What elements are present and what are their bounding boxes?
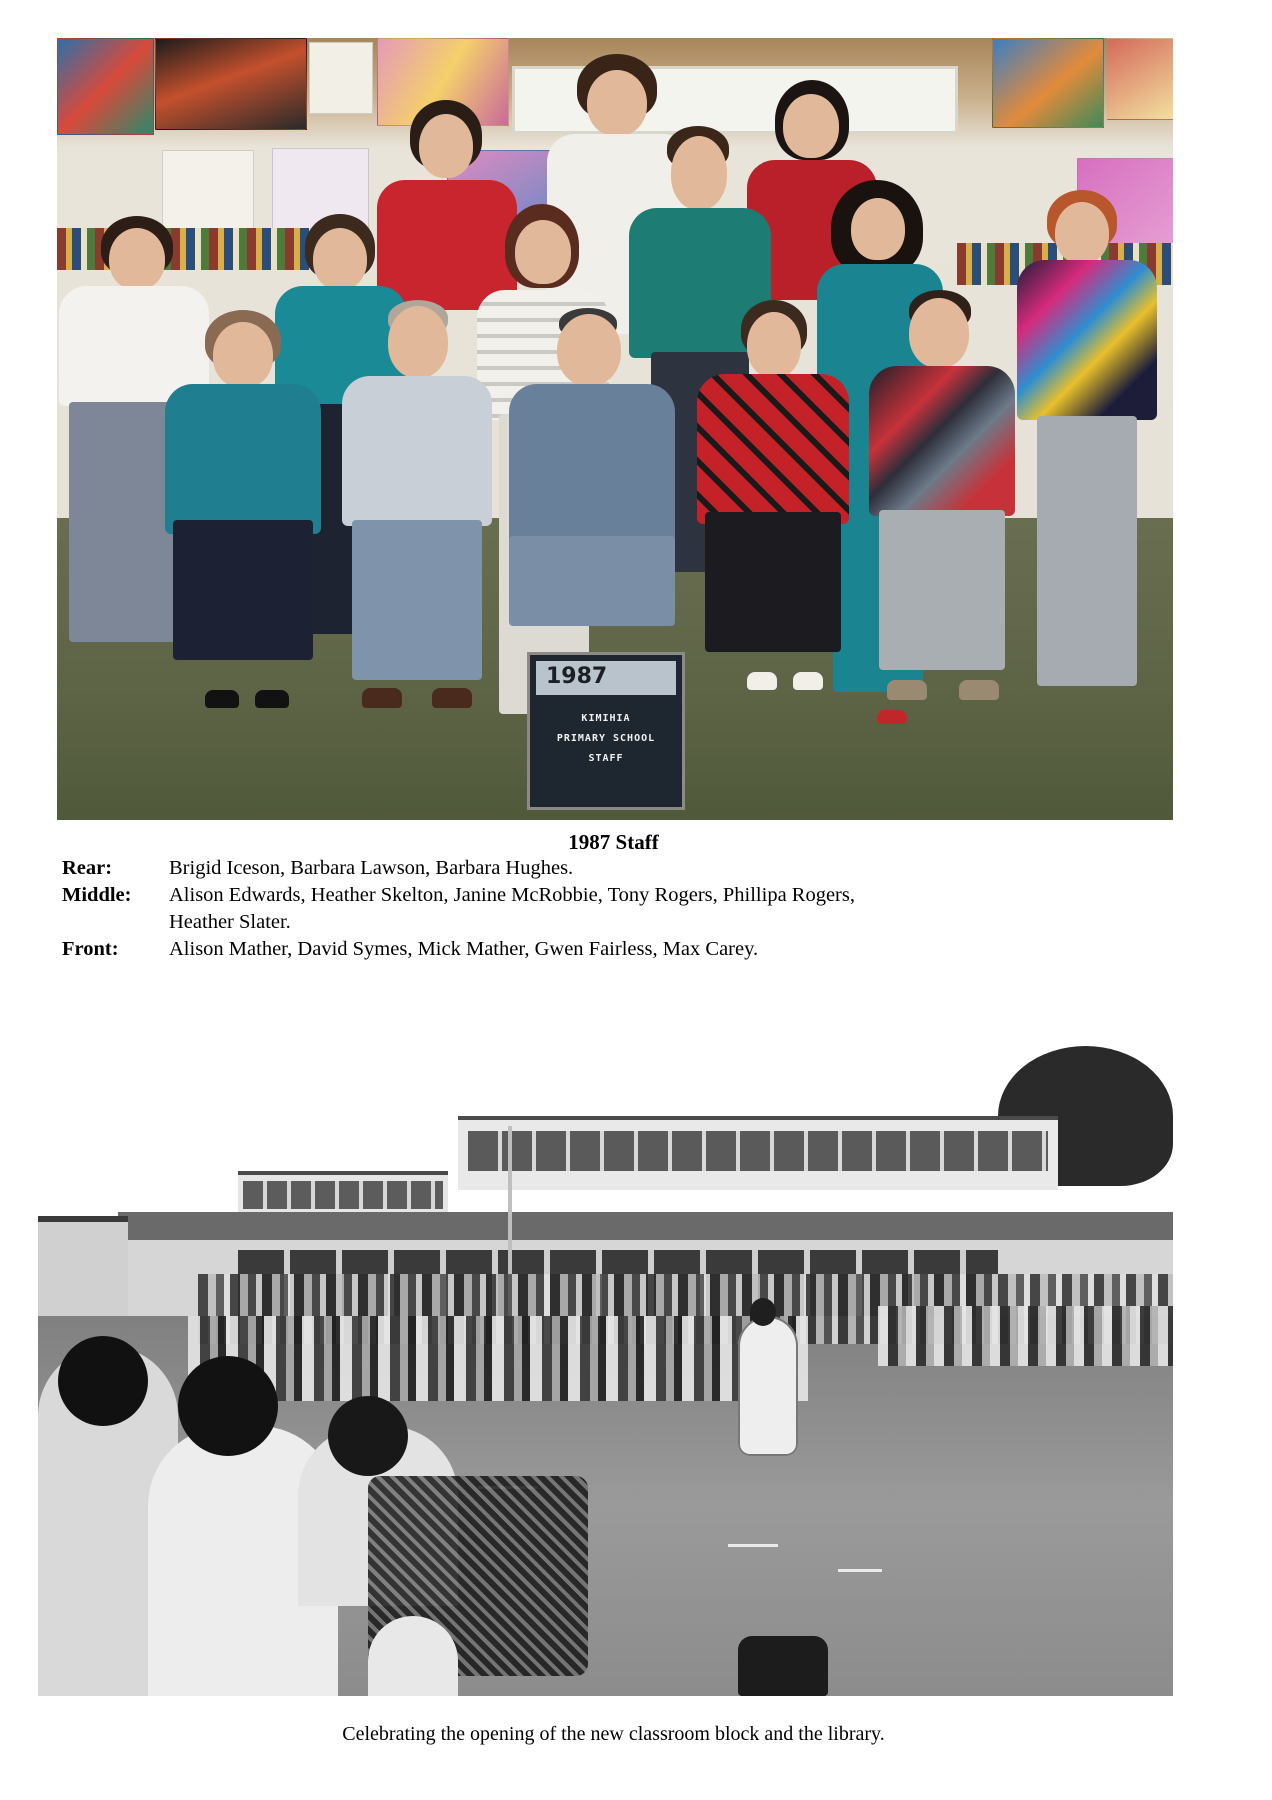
caption-names-middle: Alison Edwards, Heather Skelton, Janine McRobbie, Tony Rogers, Phillipa Rogers, bbox=[169, 884, 855, 906]
sign-year-strip bbox=[536, 661, 676, 695]
caption-label-middle: Middle: bbox=[62, 884, 132, 906]
sign-line-3: STAFF bbox=[588, 753, 624, 764]
caption-names-front: Alison Mather, David Symes, Mick Mather, Gwen Fairless, Max Carey. bbox=[169, 938, 759, 960]
artwork-3 bbox=[309, 42, 373, 114]
artwork-6 bbox=[1107, 38, 1173, 120]
bookshelf-left bbox=[57, 228, 312, 270]
crowd-front bbox=[188, 1316, 808, 1401]
crowd-right bbox=[878, 1306, 1173, 1366]
performer bbox=[738, 1316, 798, 1456]
court-line-3 bbox=[838, 1569, 882, 1572]
staff-group-photo bbox=[57, 38, 1173, 820]
spectator-left-1-hair bbox=[58, 1336, 148, 1426]
performer-head bbox=[750, 1298, 776, 1326]
opening-event-photo bbox=[38, 1016, 1173, 1696]
spectator-left-2-hair bbox=[178, 1356, 278, 1456]
caption-names-rear: Brigid Iceson, Barbara Lawson, Barbara Hughes. bbox=[169, 857, 574, 879]
staff-caption-title: 1987 Staff bbox=[568, 830, 659, 854]
sign-line-2: PRIMARY SCHOOL bbox=[556, 733, 656, 744]
artwork-1 bbox=[57, 38, 154, 135]
caption-label-front: Front: bbox=[62, 938, 119, 960]
caption-names-middle-continued: Heather Slater. bbox=[169, 911, 291, 933]
clerestory-windows-left bbox=[243, 1181, 443, 1209]
sign-year: 1987 bbox=[546, 664, 608, 689]
child-foreground bbox=[368, 1616, 458, 1696]
sign-line-1: KIMIHIA bbox=[581, 713, 631, 724]
spectator-left-3-hair bbox=[328, 1396, 408, 1476]
artwork-2 bbox=[155, 38, 307, 130]
letterboard-sign bbox=[527, 652, 685, 810]
bag-on-ground bbox=[738, 1636, 828, 1696]
event-photo-caption: Celebrating the opening of the new classroom block and the library. bbox=[342, 1723, 885, 1745]
clerestory-windows-right bbox=[468, 1131, 1048, 1171]
building-eaves bbox=[118, 1212, 1173, 1240]
court-line-2 bbox=[728, 1544, 778, 1547]
artwork-5 bbox=[992, 38, 1104, 128]
caption-label-rear: Rear: bbox=[62, 857, 113, 879]
